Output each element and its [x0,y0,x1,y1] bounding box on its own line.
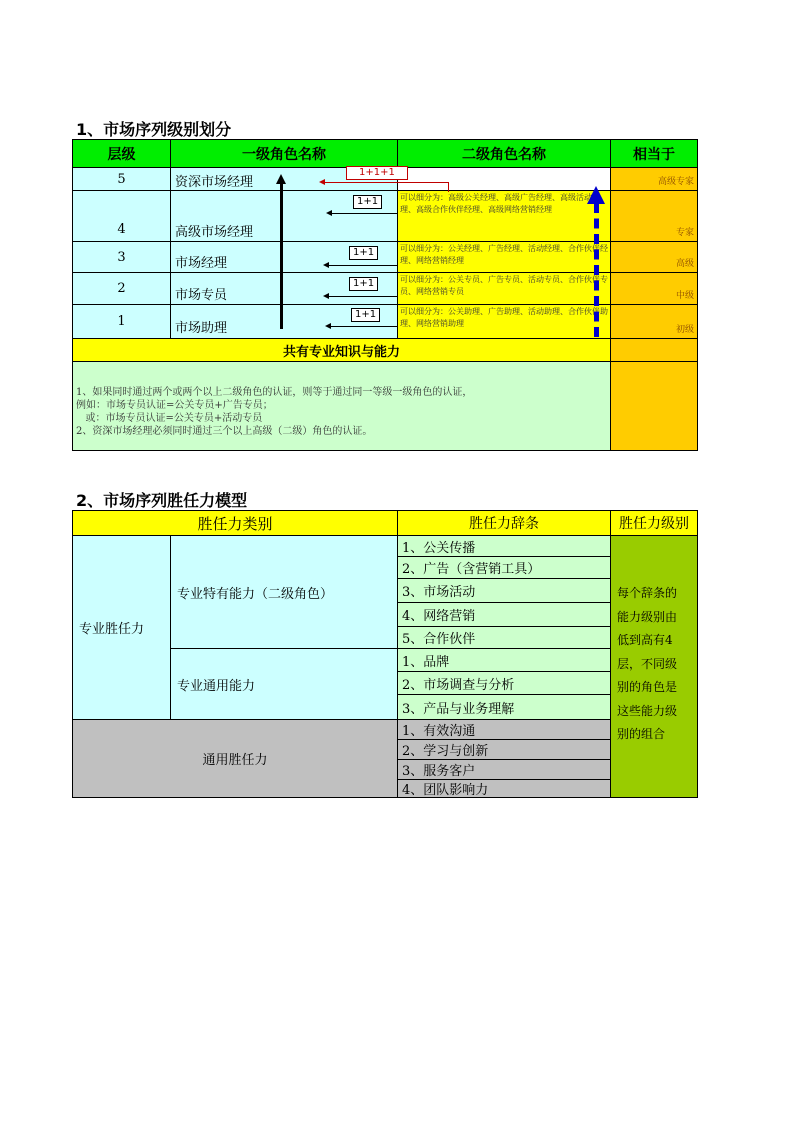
level-desc-line: 别的组合 [617,727,666,741]
level-5: 5 [72,167,171,191]
up-arrow-icon [276,174,286,184]
sub-role-4: 可以细分为：高级公关经理、高级广告经理、高级活动经理、高级合作伙伴经理、高级网络营销经理 [397,190,611,242]
eq-1: 初级 [610,304,698,339]
red-bracket [448,182,449,192]
level-4: 4 [72,190,171,242]
shared-knowledge-eq [610,338,698,362]
level-desc-line: 每个辞条的 [617,586,678,600]
sub-role-2: 可以细分为：公关专员、广告专员、活动专员、合作伙伴专员、网络营销专员 [397,272,611,305]
eq-5: 高级专家 [610,167,698,191]
general-professional-ability: 专业通用能力 [170,648,398,720]
note-line: 1、如果同时通过两个或两个以上二级角色的认证，则等于通过同一等级一级角色的认证， [76,387,473,398]
arrow-row1 [327,326,398,327]
header-competency-category: 胜任力类别 [72,510,398,536]
tag-1-1-row1: 1+1 [351,308,380,322]
note-line: 或：市场专员认证=公关专员+活动专员 [76,413,263,424]
header-role2: 二级角色名称 [397,139,611,168]
professional-competency: 专业胜任力 [72,535,171,720]
red-arrow-icon [319,179,325,185]
header-competency-level: 胜任力级别 [610,510,698,536]
sub-role-1: 可以细分为：公关助理、广告助理、活动助理、合作伙伴助理、网络营销助理 [397,304,611,339]
general-item: 1、品牌 [397,648,611,672]
header-competency-item: 胜任力辞条 [397,510,611,536]
special-item: 4、网络营销 [397,602,611,627]
arrow-row4 [328,213,398,214]
sub-role-5 [397,167,611,191]
note-line: 例如：市场专员认证=公关专员+广告专员； [76,400,273,411]
general-item: 3、产品与业务理解 [397,694,611,720]
red-arrow-line [323,182,449,183]
role-label: 市场专员 [175,288,228,303]
section1-title: 1、市场序列级别划分 [76,120,232,139]
special-ability: 专业特有能力（二级角色） [170,535,398,649]
role-label: 市场助理 [175,321,228,336]
level-3: 3 [72,241,171,273]
level-desc-line: 这些能力级 [617,703,678,718]
up-arrow-line [280,182,283,329]
eq-4: 专家 [610,190,698,242]
general-item: 2、市场调查与分析 [397,671,611,695]
special-item: 1、公关传播 [397,535,611,557]
tag-1-1-1: 1+1+1 [346,166,408,180]
note-line: 2、资深市场经理必须同时通过三个以上高级（二级）角色的认证。 [76,426,373,437]
notes-box [72,361,611,451]
common-item: 3、服务客户 [397,759,611,780]
section2-title: 2、市场序列胜任力模型 [76,491,248,510]
dashed-up-arrow-line [594,203,599,337]
level-2: 2 [72,272,171,305]
tag-1-1-row4: 1+1 [353,195,382,209]
notes-eq [610,361,698,451]
header-equivalent: 相当于 [610,139,698,168]
competency-level-description [610,535,698,798]
role-label: 高级市场经理 [175,225,254,240]
role-label: 市场经理 [175,256,228,271]
level-desc-line: 别的角色是 [617,680,678,694]
tag-1-1-row3: 1+1 [349,246,378,260]
shared-knowledge-label: 共有专业知识与能力 [72,338,611,362]
header-level: 层级 [72,139,171,168]
common-item: 2、学习与创新 [397,739,611,760]
special-item: 2、广告（含营销工具） [397,556,611,579]
common-item: 1、有效沟通 [397,719,611,740]
header-role1: 一级角色名称 [170,139,398,168]
common-item: 4、团队影响力 [397,779,611,798]
eq-2: 中级 [610,272,698,305]
level-desc-line: 低到高有4 [617,633,673,647]
dashed-up-arrow-icon [587,186,605,204]
tag-1-1-row2: 1+1 [349,277,378,291]
arrow-row2 [325,296,398,297]
level-desc-line: 层，不同级 [617,656,678,671]
level-desc-line: 能力级别由 [617,609,678,624]
eq-3: 高级 [610,241,698,273]
special-item: 3、市场活动 [397,578,611,603]
special-item: 5、合作伙伴 [397,626,611,649]
level-1: 1 [72,304,171,339]
sub-role-3: 可以细分为：公关经理、广告经理、活动经理、合作伙伴经理、网络营销经理 [397,241,611,273]
role-label: 资深市场经理 [175,175,254,190]
arrow-row3 [325,265,398,266]
common-competency: 通用胜任力 [72,719,398,798]
